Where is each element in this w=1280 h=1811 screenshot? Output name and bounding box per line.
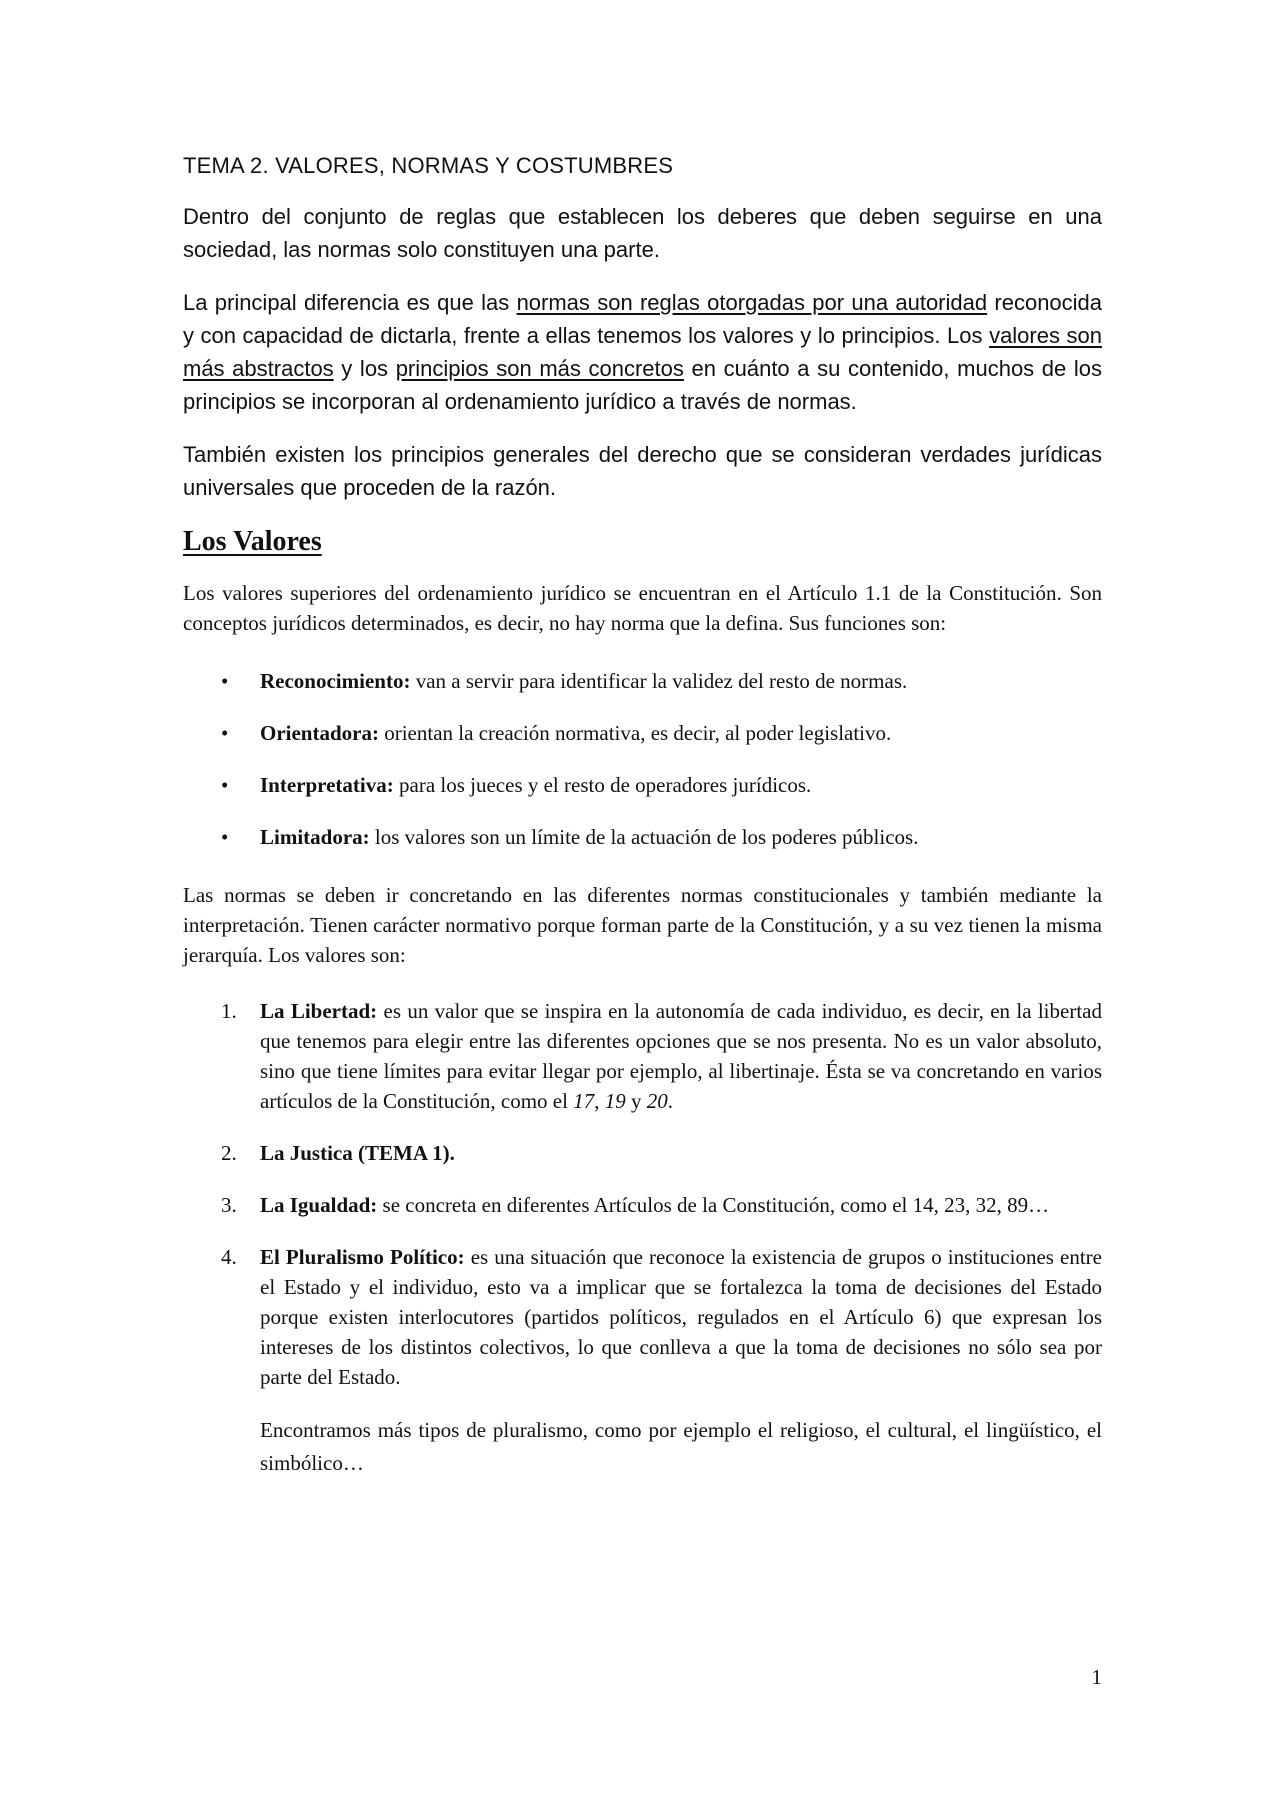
list-number: 3.	[221, 1193, 237, 1217]
underlined-principles-concrete: principios son más concretos	[395, 356, 684, 381]
function-text: los valores son un límite de la actuación de los poderes públicos.	[369, 825, 919, 849]
function-term: Limitadora:	[260, 825, 370, 849]
function-term: Reconocimiento:	[260, 669, 411, 693]
list-item	[183, 666, 1102, 696]
list-item	[183, 1138, 1102, 1168]
bullet-icon: •	[221, 773, 229, 797]
difference-text-2: reconocida y con capacidad de dictarla, frente a ellas tenemos los valores y lo principios. Los	[183, 290, 1103, 348]
article-reference: 19	[604, 1089, 626, 1113]
value-term: La Libertad:	[260, 999, 378, 1023]
functions-list	[183, 666, 1102, 852]
values-intro-paragraph: Los valores superiores del ordenamiento jurídico se encuentran en el Artículo 1.1 de la Constitución. Son conceptos jurídicos determinados, es decir, no hay norma que la defina. Sus funciones son:	[183, 581, 1102, 635]
function-text: orientan la creación normativa, es decir, al poder legislativo.	[378, 721, 892, 745]
page-number: 1	[1091, 1665, 1102, 1689]
list-number: 4.	[221, 1245, 237, 1269]
function-text: para los jueces y el resto de operadores jurídicos.	[393, 773, 812, 797]
value-text: es un valor que se inspira en la autonomía de cada individuo, es decir, en la libertad que tenemos para elegir entre las diferentes opciones que se nos presenta. No es un valor absoluto, sino que tiene límites para evitar llegar por ejemplo, al libertinaje. Ésta se va concretando en varios artículos de la Constitución, como el	[260, 999, 1102, 1113]
value-text: se concreta en diferentes Artículos de la Constitución, como el 14, 23, 32, 89…	[377, 1193, 1050, 1217]
difference-paragraph	[183, 286, 1102, 418]
value-term: La Justica (TEMA 1).	[260, 1141, 455, 1165]
intro-paragraph: Dentro del conjunto de reglas que establecen los deberes que deben seguirse en una sociedad, las normas solo constituyen una parte.	[183, 204, 1102, 262]
list-item	[183, 718, 1102, 748]
bullet-icon: •	[221, 669, 229, 693]
list-item	[183, 996, 1102, 1116]
difference-text-4: en cuánto a su contenido, muchos de los principios se incorporan al ordenamiento jurídico a través de normas.	[183, 356, 1103, 414]
principles-paragraph: También existen los principios generales del derecho que se consideran verdades jurídicas universales que proceden de la razón.	[183, 442, 1102, 500]
function-term: Orientadora:	[260, 721, 379, 745]
article-reference: 20	[646, 1089, 668, 1113]
value-text: es una situación que reconoce la existencia de grupos o instituciones entre el Estado y el individuo, esto va a implicar que se fortalezca la toma de decisiones del Estado porque existen interlocutores (partidos políticos, regulados en el Artículo 6) que expresan los intereses de los distintos colectivos, lo que conlleva a que la toma de decisiones no sólo sea por parte del Estado.	[260, 1245, 1102, 1389]
values-list	[183, 996, 1102, 1392]
difference-text-3: y los	[333, 356, 396, 381]
bullet-icon: •	[221, 825, 229, 849]
underlined-norms-definition: normas son reglas otorgadas por una autoridad	[516, 290, 988, 315]
document-title: TEMA 2. VALORES, NORMAS Y COSTUMBRES	[183, 153, 674, 178]
article-reference: 17	[573, 1089, 595, 1113]
separator-text: .	[667, 1089, 673, 1113]
underlined-values-abstract: valores son más abstractos	[183, 323, 1102, 381]
value-term: La Igualdad:	[260, 1193, 378, 1217]
difference-text-1: La principal diferencia es que las	[183, 290, 517, 315]
list-item	[183, 770, 1102, 800]
pluralism-paragraph: Encontramos más tipos de pluralismo, como por ejemplo el religioso, el cultural, el lingüístico, el simbólico…	[260, 1418, 1102, 1475]
list-number: 1.	[221, 999, 237, 1023]
list-item	[183, 1190, 1102, 1220]
function-text: van a servir para identificar la validez del resto de normas.	[410, 669, 908, 693]
function-term: Interpretativa:	[260, 773, 394, 797]
list-number: 2.	[221, 1141, 237, 1165]
separator-text: ,	[594, 1089, 605, 1113]
value-term: El Pluralismo Político:	[260, 1245, 465, 1269]
section-heading-los-valores: Los Valores	[183, 526, 322, 557]
bullet-icon: •	[221, 721, 229, 745]
separator-text: y	[625, 1089, 647, 1113]
list-item	[183, 822, 1102, 852]
norms-paragraph: Las normas se deben ir concretando en las diferentes normas constitucionales y también mediante la interpretación. Tienen carácter normativo porque forman parte de la Constitución, y a su vez tienen la misma jerarquía. Los valores son:	[183, 883, 1102, 967]
page-content	[183, 150, 1102, 1480]
list-item	[183, 1242, 1102, 1392]
